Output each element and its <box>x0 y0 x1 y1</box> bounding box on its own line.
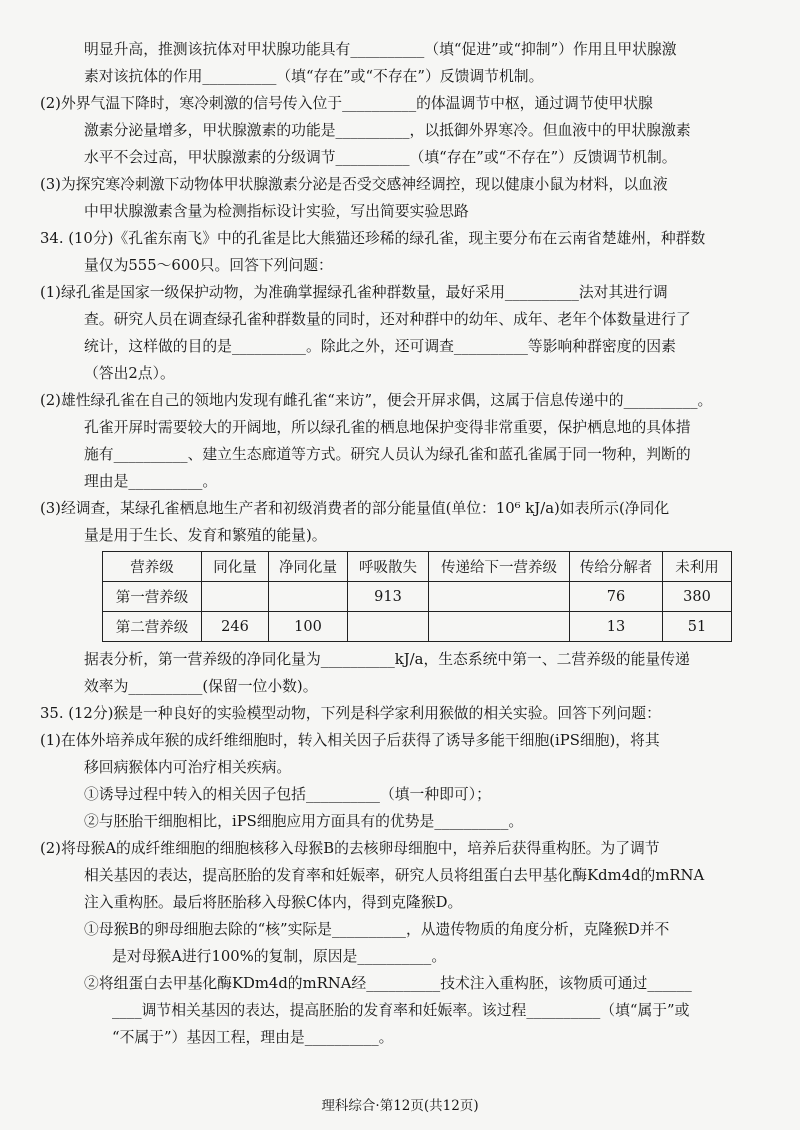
text-line: “不属于”）基因工程，理由是__________。 <box>112 1029 394 1046</box>
text-line: (1)绿孔雀是国家一级保护动物，为准确掌握绿孔雀种群数量，最好采用__________法对其进行调 <box>40 284 668 301</box>
text-line: (3)为探究寒冷刺激下动物体甲状腺激素分泌是否受交感神经调控，现以健康小鼠为材料，以血液 <box>40 176 668 193</box>
text-line: （答出2点）。 <box>84 365 175 382</box>
text-line: 孔雀开屏时需要较大的开阔地，所以绿孔雀的栖息地保护变得非常重要，保护栖息地的具体措 <box>84 419 691 436</box>
table-cell <box>429 612 570 642</box>
table-cell <box>269 582 348 612</box>
text-line: 水平不会过高，甲状腺激素的分级调节__________（填“存在”或“不存在”）反馈调节机制。 <box>84 149 677 166</box>
table-cell: 第二营养级 <box>103 612 202 642</box>
text-line: 量仅为555～600只。回答下列问题： <box>84 257 333 274</box>
table-header-cell: 同化量 <box>202 552 269 582</box>
text-line: (2)外界气温下降时，寒冷刺激的信号传入位于__________的体温调节中枢，通过调节使甲状腺 <box>40 95 653 112</box>
text-line: 理由是__________。 <box>84 473 218 490</box>
text-line: 是对母猴A进行100%的复制，原因是__________。 <box>112 948 447 965</box>
text-line: 相关基因的表达，提高胚胎的发育率和妊娠率，研究人员将组蛋白去甲基化酶Kdm4d的mRNA <box>84 867 705 884</box>
table-cell: 第一营养级 <box>103 582 202 612</box>
table-cell: 51 <box>663 612 732 642</box>
table-cell <box>202 582 269 612</box>
text-line: (1)在体外培养成年猴的成纤维细胞时，转入相关因子后获得了诱导多能干细胞(iPS细胞)，将其 <box>40 732 660 749</box>
table-cell <box>429 582 570 612</box>
text-line: (2)雄性绿孔雀在自己的领地内发现有雌孔雀“来访”，便会开屏求偶，这属于信息传递中的__________。 <box>40 392 713 409</box>
table-header-cell: 呼吸散失 <box>348 552 429 582</box>
table-row <box>103 612 732 642</box>
table-cell: 380 <box>663 582 732 612</box>
text-line: (3)经调查，某绿孔雀栖息地生产者和初级消费者的部分能量值(单位：10⁶ kJ/a)如表所示(净同化 <box>40 500 670 517</box>
text-line: 注入重构胚。最后将胚胎移入母猴C体内，得到克隆猴D。 <box>84 894 463 911</box>
table-header-cell: 传给分解者 <box>570 552 663 582</box>
table-header-cell: 营养级 <box>103 552 202 582</box>
table-header-row <box>103 552 732 582</box>
page-footer: 理科综合·第12页(共12页) <box>321 1098 479 1114</box>
table-cell: 76 <box>570 582 663 612</box>
text-line: (2)将母猴A的成纤维细胞的细胞核移入母猴B的去核卵母细胞中，培养后获得重构胚。为了调节 <box>40 840 660 857</box>
page-content <box>40 36 760 1051</box>
text-line: ①母猴B的卵母细胞去除的“核”实际是__________，从遗传物质的角度分析，克隆猴D并不 <box>84 921 670 938</box>
text-line: 明显升高，推测该抗体对甲状腺功能具有__________（填“促进”或“抑制”）作用且甲状腺激 <box>84 41 677 58</box>
text-line: ①诱导过程中转入的相关因子包括__________（填一种即可）； <box>84 786 491 803</box>
text-line: ②将组蛋白去甲基化酶KDm4d的mRNA经__________技术注入重构胚，该物质可通过______ <box>84 975 692 992</box>
text-line: 施有__________、建立生态廊道等方式。研究人员认为绿孔雀和蓝孔雀属于同一物种，判断的 <box>84 446 691 463</box>
table-row <box>103 582 732 612</box>
table-cell: 13 <box>570 612 663 642</box>
text-line: 量是用于生长、发育和繁殖的能量)。 <box>84 527 327 544</box>
text-block-after-table <box>40 646 760 1051</box>
text-line: ____调节相关基因的表达，提高胚胎的发育率和妊娠率。该过程__________（填“属于”或 <box>112 1002 690 1019</box>
text-line: 激素分泌量增多，甲状腺激素的功能是__________，以抵御外界寒冷。但血液中的甲状腺激素 <box>84 122 691 139</box>
table-cell: 246 <box>202 612 269 642</box>
table-cell: 100 <box>269 612 348 642</box>
table-cell: 913 <box>348 582 429 612</box>
text-line: 中甲状腺激素含量为检测指标设计实验，写出简要实验思路 <box>84 203 469 220</box>
text-line: 移回病猴体内可治疗相关疾病。 <box>84 759 292 776</box>
table-header-cell: 未利用 <box>663 552 732 582</box>
table-cell <box>348 612 429 642</box>
text-line: ②与胚胎干细胞相比，iPS细胞应用方面具有的优势是__________。 <box>84 813 524 830</box>
text-line: 据表分析，第一营养级的净同化量为__________kJ/a，生态系统中第一、二营养级的能量传递 <box>84 651 690 668</box>
text-line: 效率为__________(保留一位小数)。 <box>84 678 318 695</box>
energy-table <box>102 551 732 642</box>
table-header-cell: 净同化量 <box>269 552 348 582</box>
text-line: 查。研究人员在调查绿孔雀种群数量的同时，还对种群中的幼年、成年、老年个体数量进行了 <box>84 311 691 328</box>
table-header-cell: 传递给下一营养级 <box>429 552 570 582</box>
text-line: 统计，这样做的目的是__________。除此之外，还可调查__________等影响种群密度的因素 <box>84 338 676 355</box>
text-block-before-table <box>40 36 760 549</box>
text-line: 35. (12分)猴是一种良好的实验模型动物，下列是科学家利用猴做的相关实验。回答下列问题： <box>40 705 661 722</box>
text-line: 素对该抗体的作用__________（填“存在”或“不存在”）反馈调节机制。 <box>84 68 544 85</box>
text-line: 34. (10分)《孔雀东南飞》中的孔雀是比大熊猫还珍稀的绿孔雀，现主要分布在云南省楚雄州，种群数 <box>40 230 706 247</box>
